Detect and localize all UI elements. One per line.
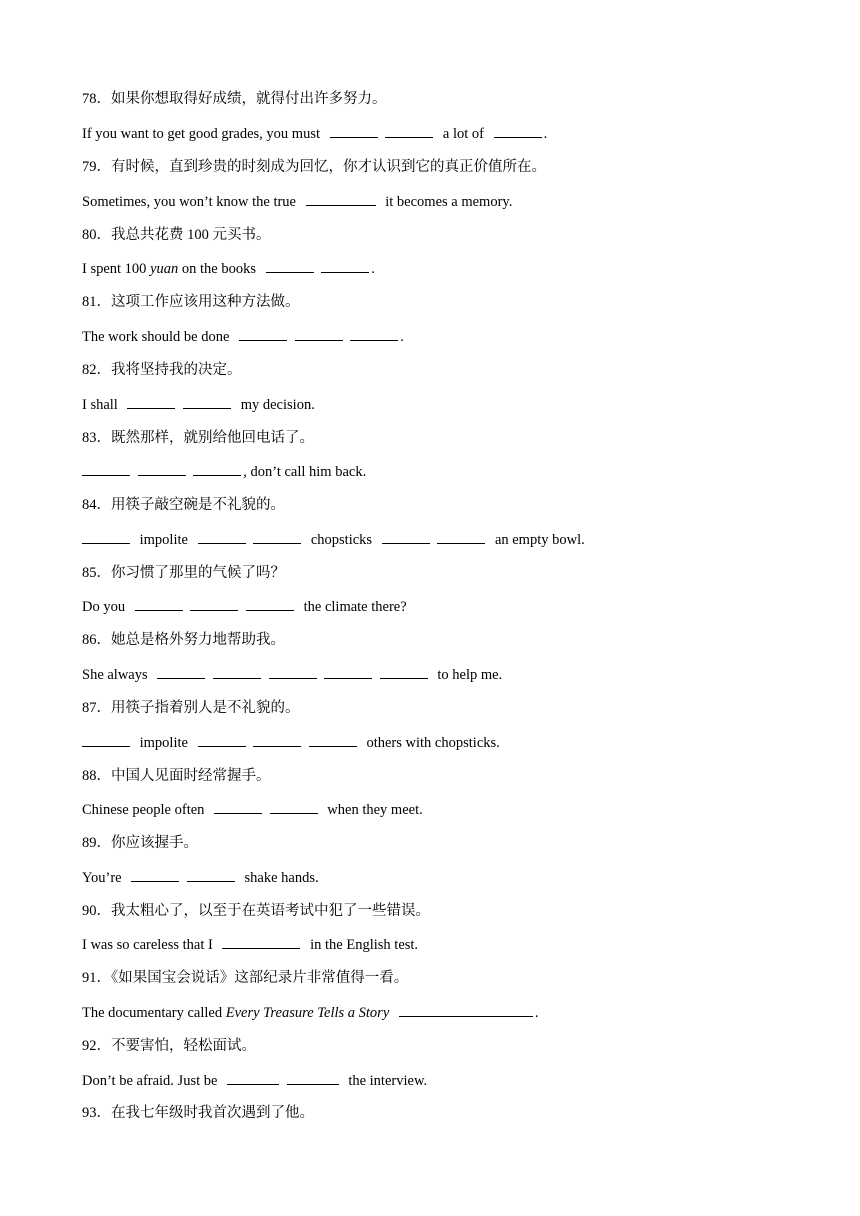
answer-blank[interactable] [183,394,231,409]
question-88-chinese: 88．中国人见面时经常握手。 [82,768,271,784]
sentence-text: Do you [82,599,126,615]
answer-blank[interactable] [127,394,175,409]
sentence-text: others with chopsticks. [366,735,500,751]
answer-blank[interactable] [437,529,485,544]
question-80-chinese: 80．我总共花费 100 元买书。 [82,227,271,243]
question-83-chinese: 83．既然那样，就别给他回电话了。 [82,430,314,446]
answer-blank[interactable] [494,123,542,138]
answer-blank[interactable] [295,326,343,341]
answer-blank[interactable] [131,867,179,882]
sentence-text: in the English test. [310,937,419,953]
sentence-text: impolite [139,532,188,548]
answer-blank[interactable] [214,799,262,814]
question-80-english [82,258,375,279]
answer-blank[interactable] [253,732,301,747]
question-85-chinese: 85．你习惯了那里的气候了吗？ [82,565,285,581]
question-92-english [82,1070,427,1091]
answer-blank[interactable] [82,732,130,747]
answer-blank[interactable] [330,123,378,138]
sentence-text: a lot of [442,126,484,142]
question-82-english [82,394,315,415]
sentence-text: You’re [82,870,122,886]
answer-blank[interactable] [190,596,238,611]
answer-blank[interactable] [253,529,301,544]
question-81-chinese: 81．这项工作应该用这种方法做。 [82,294,300,310]
answer-blank[interactable] [382,529,430,544]
answer-blank[interactable] [306,191,376,206]
question-81-english [82,326,404,347]
question-78-chinese: 78．如果你想取得好成绩，就得付出许多努力。 [82,91,387,107]
answer-blank[interactable] [287,1070,339,1085]
sentence-text: , don’t call him back. [243,464,367,480]
answer-blank[interactable] [82,461,130,476]
question-84-chinese: 84．用筷子敲空碗是不礼貌的。 [82,497,285,513]
question-85-english [82,596,407,617]
question-91-english [82,1002,539,1023]
sentence-text: . [543,126,548,142]
answer-blank[interactable] [321,258,369,273]
sentence-text: If you want to get good grades, you must [82,126,321,142]
sentence-text: an empty bowl. [494,532,585,548]
sentence-text: my decision. [240,397,315,413]
answer-blank[interactable] [385,123,433,138]
sentence-text: I was so careless that I [82,937,213,953]
sentence-text: shake hands. [244,870,319,886]
question-78-english [82,123,547,144]
sentence-text: Sometimes, you won’t know the true [82,194,296,210]
sentence-text: The work should be done [82,329,230,345]
sentence-text: the interview. [348,1073,428,1089]
answer-blank[interactable] [266,258,314,273]
question-89-chinese: 89．你应该握手。 [82,835,198,851]
answer-blank[interactable] [246,596,294,611]
sentence-text: impolite [139,735,188,751]
sentence-italic-text: Every Treasure Tells a Story [225,1005,390,1021]
sentence-text: The documentary called [82,1005,223,1021]
question-90-chinese: 90．我太粗心了，以至于在英语考试中犯了一些错误。 [82,903,430,919]
sentence-text: to help me. [437,667,503,683]
answer-blank[interactable] [239,326,287,341]
question-93-chinese: 93．在我七年级时我首次遇到了他。 [82,1105,314,1121]
question-87-chinese: 87．用筷子指着别人是不礼貌的。 [82,700,300,716]
sentence-text: I spent 100 [82,261,147,277]
question-84-english [82,529,585,550]
question-86-chinese: 86．她总是格外努力地帮助我。 [82,632,285,648]
question-82-chinese: 82．我将坚持我的决定。 [82,362,242,378]
sentence-text: it becomes a memory. [385,194,513,210]
question-86-english [82,664,502,685]
answer-blank[interactable] [187,867,235,882]
answer-blank[interactable] [193,461,241,476]
answer-blank[interactable] [138,461,186,476]
question-89-english [82,867,319,888]
question-83-english [82,461,366,482]
answer-blank[interactable] [198,732,246,747]
question-91-chinese: 91．《如果国宝会说话》这部纪录片非常值得一看。 [82,970,409,986]
sentence-italic-text: yuan [150,261,179,277]
answer-blank[interactable] [213,664,261,679]
question-88-english [82,799,423,820]
question-79-english [82,191,512,212]
answer-blank[interactable] [82,529,130,544]
answer-blank[interactable] [227,1070,279,1085]
answer-blank[interactable] [399,1002,533,1017]
question-87-english [82,732,500,753]
sentence-text: . [534,1005,539,1021]
answer-blank[interactable] [270,799,318,814]
answer-blank[interactable] [309,732,357,747]
question-79-chinese: 79．有时候，直到珍贵的时刻成为回忆，你才认识到它的真正价值所在。 [82,159,546,175]
sentence-text: . [371,261,375,277]
answer-blank[interactable] [350,326,398,341]
answer-blank[interactable] [157,664,205,679]
answer-blank[interactable] [324,664,372,679]
answer-blank[interactable] [222,934,300,949]
answer-blank[interactable] [380,664,428,679]
answer-blank[interactable] [135,596,183,611]
sentence-text: Don’t be afraid. Just be [82,1073,218,1089]
sentence-text: Chinese people often [82,802,205,818]
answer-blank[interactable] [269,664,317,679]
sentence-text: I shall [82,397,118,413]
answer-blank[interactable] [198,529,246,544]
question-90-english [82,934,418,955]
sentence-text: . [400,329,404,345]
question-92-chinese: 92．不要害怕，轻松面试。 [82,1038,256,1054]
sentence-text: on the books [181,261,256,277]
sentence-text: the climate there? [303,599,407,615]
sentence-text: when they meet. [327,802,423,818]
sentence-text: She always [82,667,148,683]
sentence-text: chopsticks [310,532,373,548]
